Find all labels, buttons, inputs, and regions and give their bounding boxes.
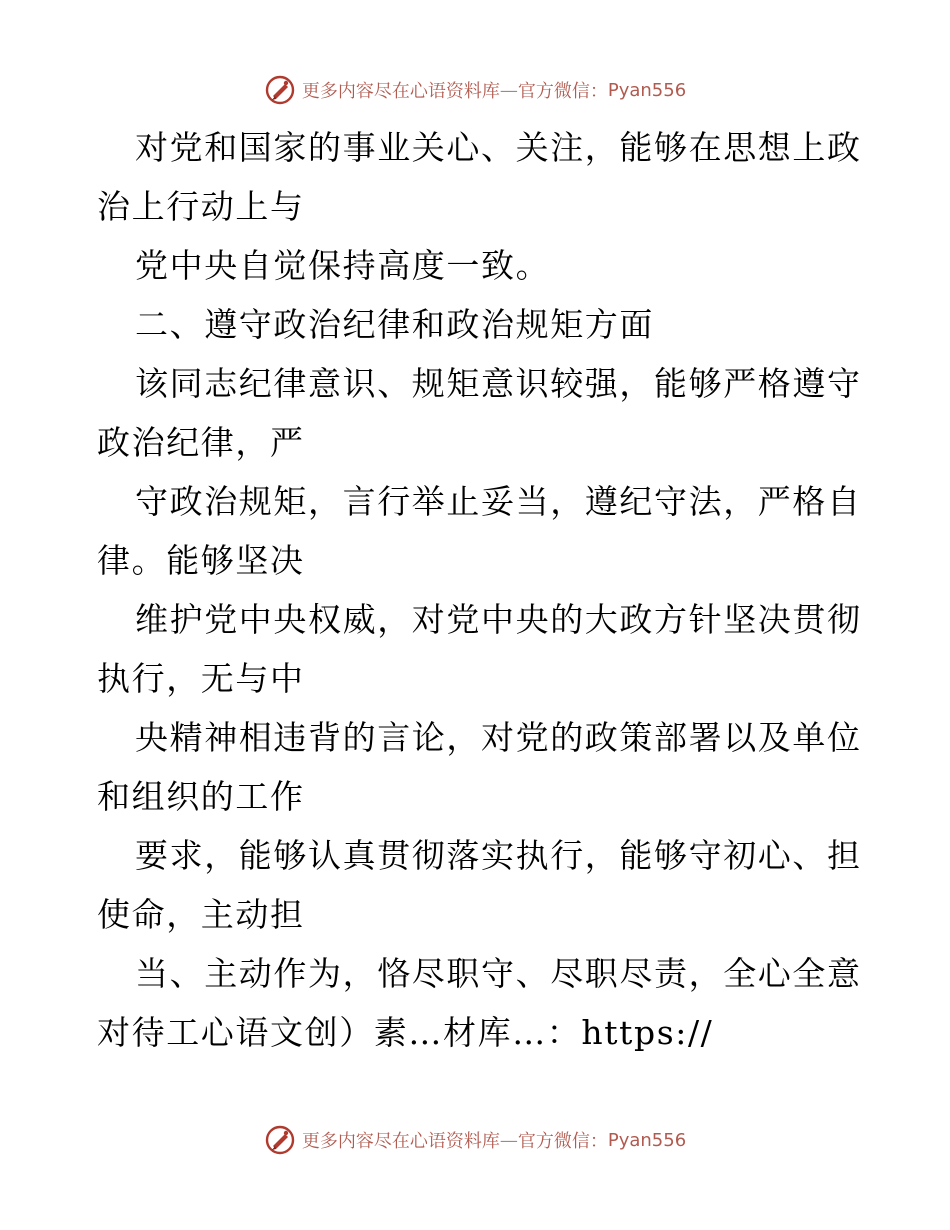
text-line: 律。能够坚决 [97,541,305,580]
text-line: 对党和国家的事业关心、关注，能够在思想上政 [135,128,862,167]
text-line: 和组织的工作 [97,777,305,816]
footer-watermark [0,1124,950,1156]
watermark-wechat-id: Pyan556 [607,1129,687,1151]
watermark-wechat-id: Pyan556 [607,79,687,101]
watermark-text: 更多内容尽在心语资料库 [301,81,500,102]
pen-seal-logo-icon [264,1124,296,1156]
text-line: 使命，主动担 [97,895,305,934]
text-line: 要求，能够认真贯彻落实执行，能够守初心、担 [135,836,862,875]
text-line: 维护党中央权威，对党中央的大政方针坚决贯彻 [135,600,862,639]
section-heading: 二、遵守政治纪律和政治规矩方面 [135,305,654,344]
watermark-text: 更多内容尽在心语资料库 [301,1131,500,1152]
pen-seal-logo-icon [264,74,296,106]
text-line: 该同志纪律意识、规矩意识较强，能够严格遵守 [135,364,862,403]
text-line: 守政治规矩，言行举止妥当，遵纪守法，严格自 [135,482,862,521]
text-line: 对待工心语文创）素…材库…：https:// [97,1013,714,1052]
watermark-separator: — [499,79,518,101]
text-line: 治上行动上与 [97,187,305,226]
text-line: 执行，无与中 [97,659,305,698]
text-line: 政治纪律，严 [97,423,305,462]
text-line: 央精神相违背的言论，对党的政策部署以及单位 [135,718,862,757]
document-body [97,118,862,1062]
watermark-wechat-label: 官方微信： [517,1131,608,1152]
header-watermark [0,74,950,106]
watermark-separator: — [499,1129,518,1151]
watermark-wechat-label: 官方微信： [517,81,608,102]
text-line: 当、主动作为，恪尽职守、尽职尽责，全心全意 [135,954,862,993]
text-line: 党中央自觉保持高度一致。 [135,246,551,285]
